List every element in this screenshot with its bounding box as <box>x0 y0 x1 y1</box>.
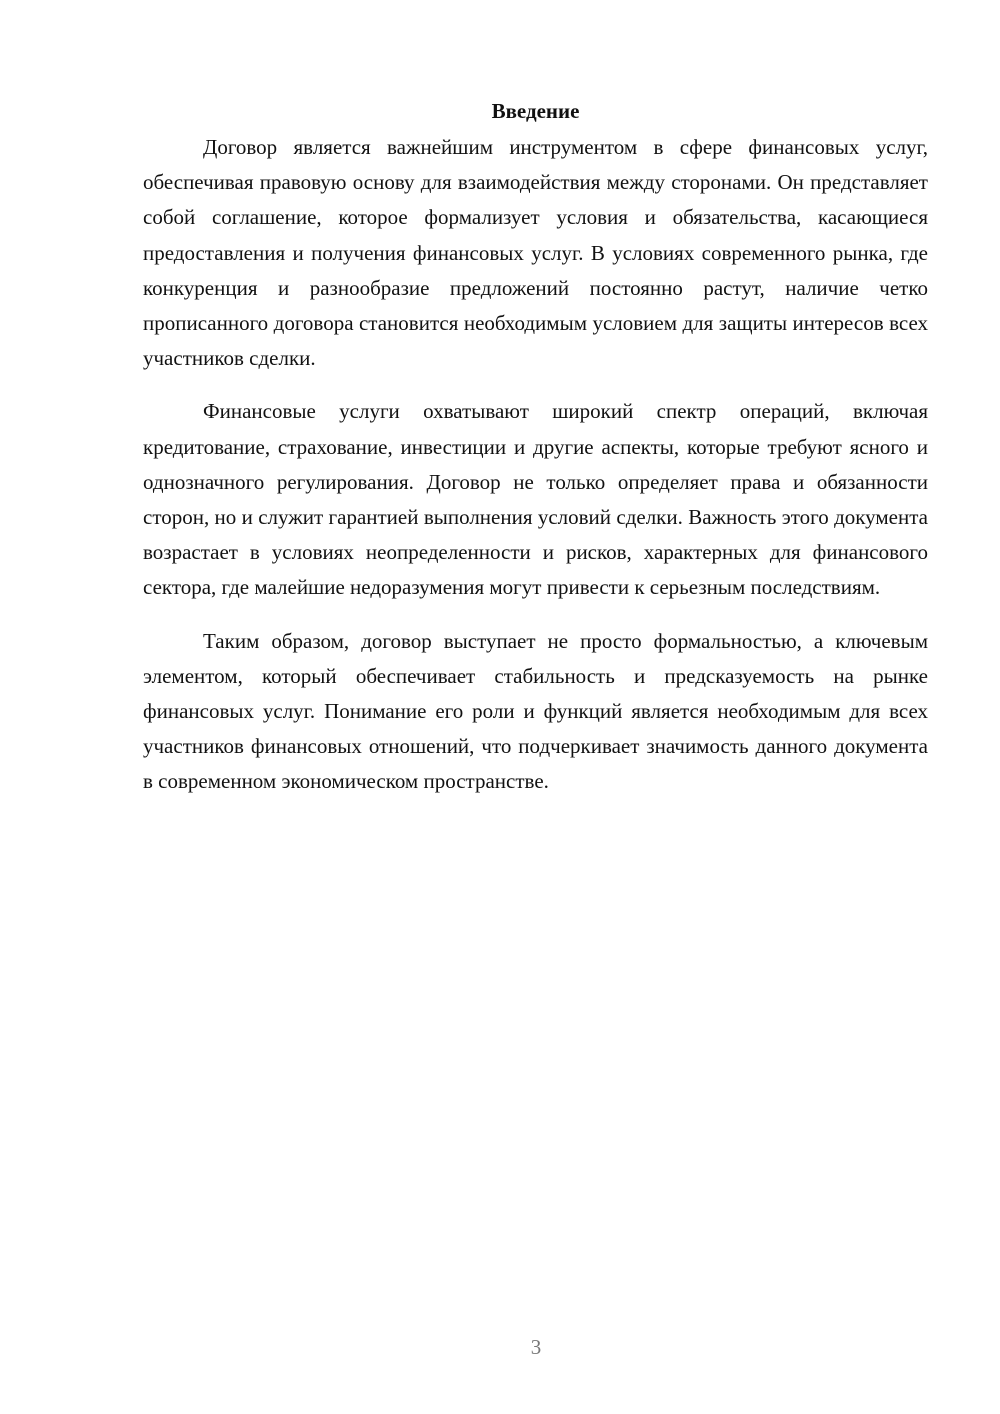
section-heading: Введение <box>491 99 580 123</box>
paragraph-2: Финансовые услуги охватывают широкий спектр операций, включая кредитование, страхование, инвестиции и другие аспекты, которые требуют ясного и однозначного регулирования. Договор не только определяет права и обязанности сторон, но и служит гарантией выполнения условий сделки. Важность этого документа возрастает в условиях неопределенности и рисков, характерных для финансового сектора, где малейшие недоразумения могут привести к серьезным последствиям. <box>143 399 928 600</box>
page-body <box>143 96 928 818</box>
paragraph-3: Таким образом, договор выступает не просто формальностью, а ключевым элементом, который обеспечивает стабильность и предсказуемость на рынке финансовых услуг. Понимание его роли и функций является необходимым для всех участников финансовых отношений, что подчеркивает значимость данного документа в современном экономическом пространстве. <box>143 628 928 794</box>
paragraph-1: Договор является важнейшим инструментом в сфере финансовых услуг, обеспечивая правовую основу для взаимодействия между сторонами. Он представляет собой соглашение, которое формализует условия и обязательства, касающиеся предоставления и получения финансовых услуг. В условиях современного рынка, где конкуренция и разнообразие предложений постоянно растут, наличие четко прописанного договора становится необходимым условием для защиты интересов всех участников сделки. <box>143 135 928 371</box>
page-number: 3 <box>530 1335 542 1359</box>
